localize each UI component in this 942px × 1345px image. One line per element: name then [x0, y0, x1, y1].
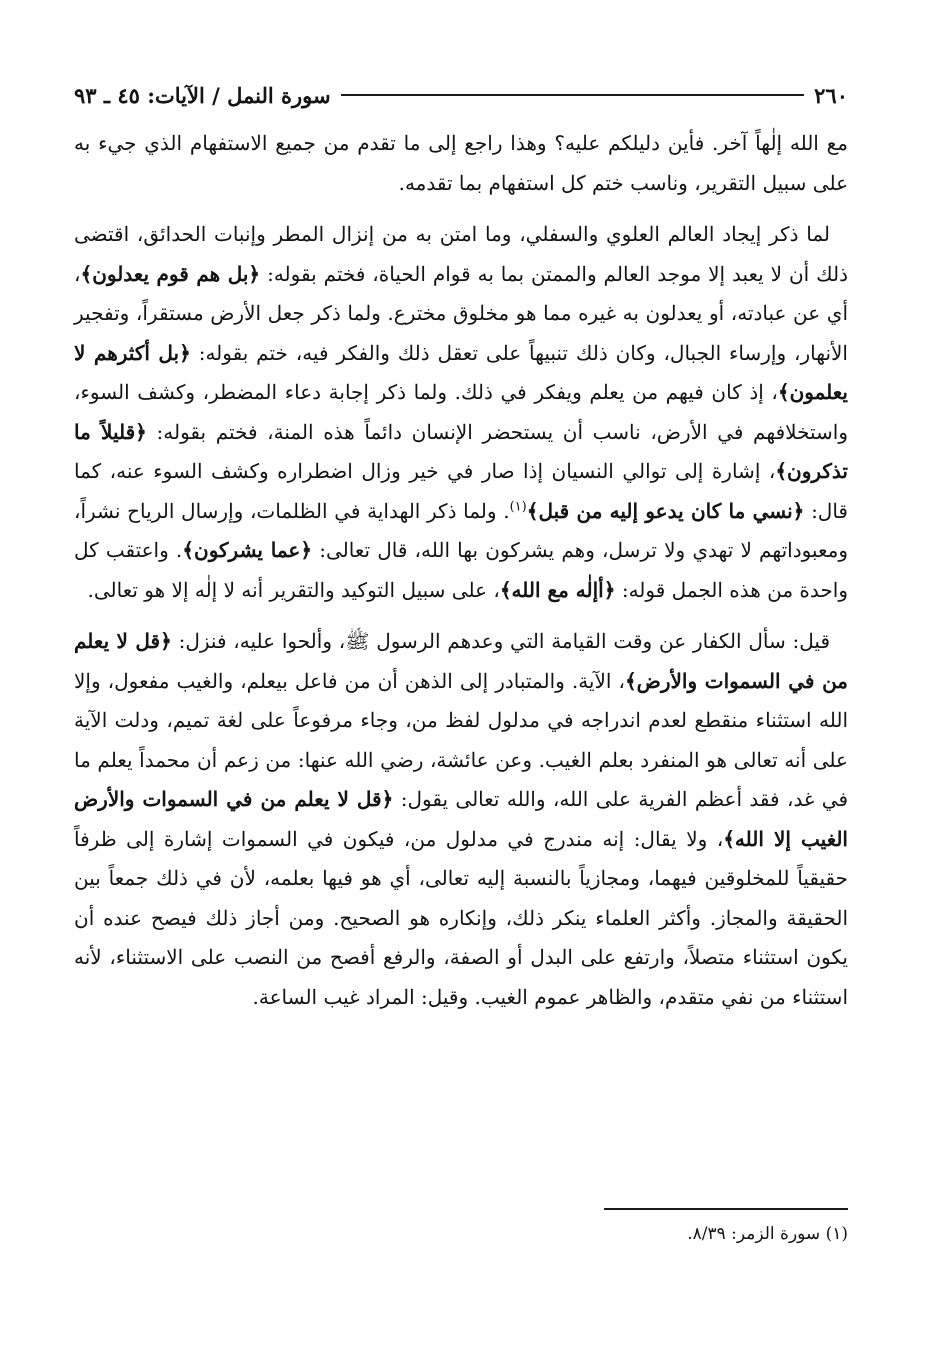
footnote-separator [604, 1208, 848, 1210]
paragraph-text: ، إذ كان فيهم من يعلم ويفكر في ذلك. ولما ذكر إجابة دعاء المضطر، وكشف السوء، واستخلافهم في الأرض، ناسب أن يستحضر الإنسان دائماً هذه المنة، فختم بقوله: [74, 380, 848, 444]
quran-quote: ﴿بل هم قوم يعدلون﴾ [80, 261, 261, 286]
paragraph-text: مع الله إلٰهاً آخر. فأين دليلكم عليه؟ وهذا راجع إلى ما تقدم من جميع الاستفهام الذي جيء به على سبيل التقرير، وناسب ختم كل استفهام بما تقدمه. [74, 131, 848, 195]
paragraph-1 [74, 124, 848, 203]
paragraph-text: ، أي عن عبادته، أو يعدلون به غيره مما هو مخلوق مخترع. ولما ذكر جعل الأرض مستقراً، وتفجير الأنهار، وإرساء الجبال، وكان ذلك تنبيهاً على تعقل ذلك والفكر فيه، ختم بقوله: [74, 261, 848, 365]
paragraph-2 [74, 215, 848, 610]
quran-quote: ﴿قل لا يعلم من في السموات والأرض الغيب إلا الله﴾ [74, 787, 848, 851]
quran-quote: ﴿قليلاً ما تذكرون﴾ [74, 419, 848, 483]
page-body [74, 124, 848, 1017]
page-number: ٢٦٠ [814, 82, 848, 108]
quran-quote: ﴿عما يشركون﴾ [182, 538, 313, 562]
footnote-reference: (١) [509, 498, 527, 514]
paragraph-text: . واعتقب كل واحدة من هذه الجمل قوله: [74, 538, 848, 602]
paragraph-3 [74, 622, 848, 1017]
paragraph-text: ، الآية. والمتبادر إلى الذهن أن من فاعل بيعلم، والغيب مفعول، وإلا الله استثناء منقطع لعدم اندراجه في مدلول لفظ من، وجاء مرفوعاً على لغة تميم، ودلت الآية على أنه تعالى هو المنفرد بعلم الغيب. وعن عائشة، رضي الله عنها: من زعم أن محمداً يعلم ما في غد، فقد أعظم الفرية على الله، والله تعالى يقول: [74, 668, 849, 811]
paragraph-text: ، إشارة إلى توالي النسيان إذا صار في خير وزال اضطراره وكشف السوء عنه، كما قال: [74, 459, 848, 523]
paragraph-text: . ولما ذكر الهداية في الظلمات، وإرسال الرياح نشراً، ومعبوداتهم لا تهدي ولا ترسل، وهم يشركون بها الله، قال تعالى: [74, 498, 848, 562]
footnote: (١) سورة الزمر: ٨/٣٩. [687, 1224, 848, 1244]
paragraph-text: ، على سبيل التوكيد والتقرير أنه لا إلٰه إلا هو تعالى. [87, 577, 500, 602]
paragraph-text: ، ولا يقال: إنه مندرج في مدلول من، فيكون في السموات إشارة إلى ظرفاً حقيقياً للمخلوقين فيهما، ومجازياً بالنسبة إليه تعالى، أي هو فيها بعلمه، لأن في ذلك جمعاً بين الحقيقة والمجاز. وأكثر العلماء ينكر ذلك، وإنكاره هو الصحيح. ومن أجاز ذلك فيصح عنده أن يكون استثناء متصلاً، وارتفع على البدل أو الصفة، والرفع أفصح من النصب على الاستثناء، لأنه استثناء من نفي متقدم، والظاهر عموم الغيب. وقيل: المراد غيب الساعة. [74, 826, 848, 1009]
running-header [74, 78, 848, 112]
paragraph-text: لما ذكر إيجاد العالم العلوي والسفلي، وما امتن به من إنزال المطر وإنبات الحدائق، اقتضى ذلك أن لا يعبد إلا موجد العالم والممتن بما به قوام الحياة، فختم بقوله: [74, 222, 848, 286]
paragraph-text: قيل: سأل الكفار عن وقت القيامة التي وعدهم الرسول ﷺ، وألحوا عليه، فنزل: [171, 629, 831, 653]
quran-quote: ﴿قل لا يعلم من في السموات والأرض﴾ [74, 629, 849, 693]
header-rule [341, 94, 805, 96]
quran-quote: ﴿نسي ما كان يدعو إليه من قبل﴾ [526, 498, 805, 523]
quran-quote: ﴿بل أكثرهم لا يعلمون﴾ [74, 340, 848, 404]
running-title: سورة النمل / الآيات: ٤٥ ـ ٩٣ [74, 82, 331, 108]
quran-quote: ﴿أإلٰه مع الله﴾ [499, 577, 616, 602]
